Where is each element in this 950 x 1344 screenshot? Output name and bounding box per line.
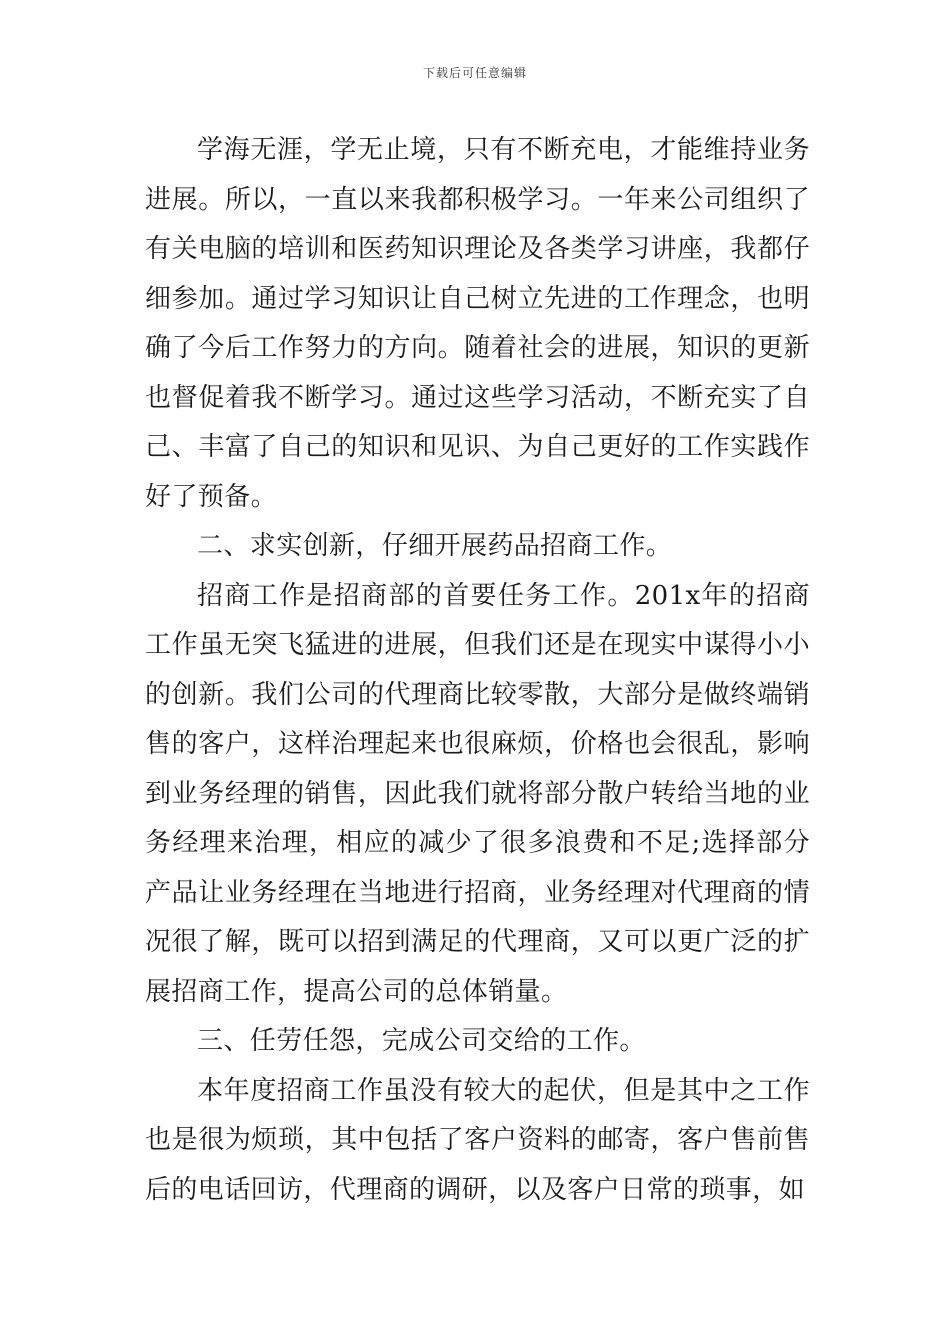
section-heading-3: 三、任劳任怨，完成公司交给的工作。	[197, 1026, 646, 1056]
page-header: 下载后可任意编辑	[422, 66, 527, 80]
paragraph-study: 学海无涯，学无止境，只有不断充电，才能维持业务进展。所以，一直以来我都积极学习。一年来公司组织了有关电脑的培训和医药知识理论及各类学习讲座，我都仔细参加。通过学习知识让自己树立先进的工作理念，也明确了今后工作努力的方向。随着社会的进展，知识的更新也督促着我不断学习。通过这些学习活动，不断充实了自己、丰富了自己的知识和见识、为自己更好的工作实践作好了预备。	[145, 135, 810, 512]
paragraph-investment: 招商工作是招商部的首要任务工作。201x年的招商工作虽无突飞猛进的进展，但我们还是在现实中谋得小小的创新。我们公司的代理商比较零散，大部分是做终端销售的客户，这样治理起来也很麻烦，价格也会很乱，影响到业务经理的销售，因此我们就将部分散户转给当地的业务经理来治理，相应的减少了很多浪费和不足;选择部分产品让业务经理在当地进行招商，业务经理对代理商的情况很了解，既可以招到满足的代理商，又可以更广泛的扩展招商工作，提高公司的总体销量。	[145, 580, 810, 1007]
document-body	[145, 126, 810, 1215]
paragraph-duties: 本年度招商工作虽没有较大的起伏，但是其中之工作也是很为烦琐，其中包括了客户资料的邮寄，客户售前售后的电话回访，代理商的调研，以及客户日常的琐事，如	[145, 1075, 810, 1205]
section-heading-2: 二、求实创新，仔细开展药品招商工作。	[197, 531, 673, 561]
